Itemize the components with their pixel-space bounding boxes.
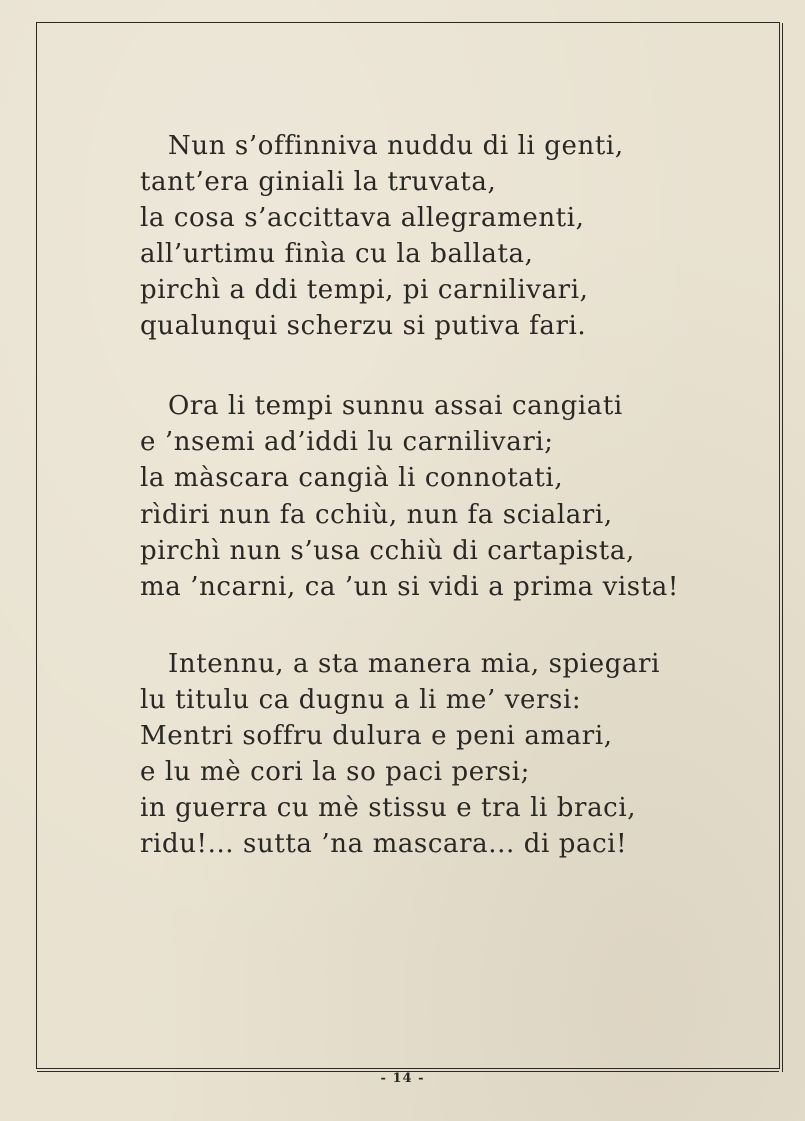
poem-line: Nun s’offinniva nuddu di li genti, (168, 131, 624, 161)
poem-line: all’urtimu finìa cu la ballata, (140, 239, 534, 269)
page-number: - 14 - (380, 1071, 425, 1086)
poem-line: pirchì nun s’usa cchiù di cartapista, (140, 536, 635, 566)
poem-line: la cosa s’accittava allegramenti, (140, 203, 585, 233)
poem-line: Mentri soffru dulura e peni amari, (140, 721, 613, 751)
poem-line: rìdiri nun fa cchiù, nun fa scialari, (140, 500, 613, 530)
frame-double-rule-right (782, 23, 783, 1072)
poem-line: ma ’ncarni, ca ’un si vidi a prima vista! (140, 572, 679, 602)
poem-line: Intennu, a sta manera mia, spiegari (168, 649, 660, 679)
poem-line: e lu mè cori la so paci persi; (140, 757, 531, 787)
poem-line: qualunqui scherzu si putiva fari. (140, 311, 587, 341)
poem-line: in guerra cu mè stissu e tra li braci, (140, 793, 637, 823)
poem-line: ridu!... sutta ’na mascara... di paci! (140, 829, 628, 859)
poem-line: tant’era giniali la truvata, (140, 167, 497, 197)
poem-line: lu titulu ca dugnu a li me’ versi: (140, 685, 582, 715)
poem-line: la màscara cangià li connotati, (140, 463, 564, 493)
poem-line: pirchì a ddi tempi, pi carnilivari, (140, 275, 589, 305)
poem-line: Ora li tempi sunnu assai cangiati (168, 391, 623, 421)
poem-line: e ’nsemi ad’iddi lu carnilivari; (140, 427, 554, 457)
